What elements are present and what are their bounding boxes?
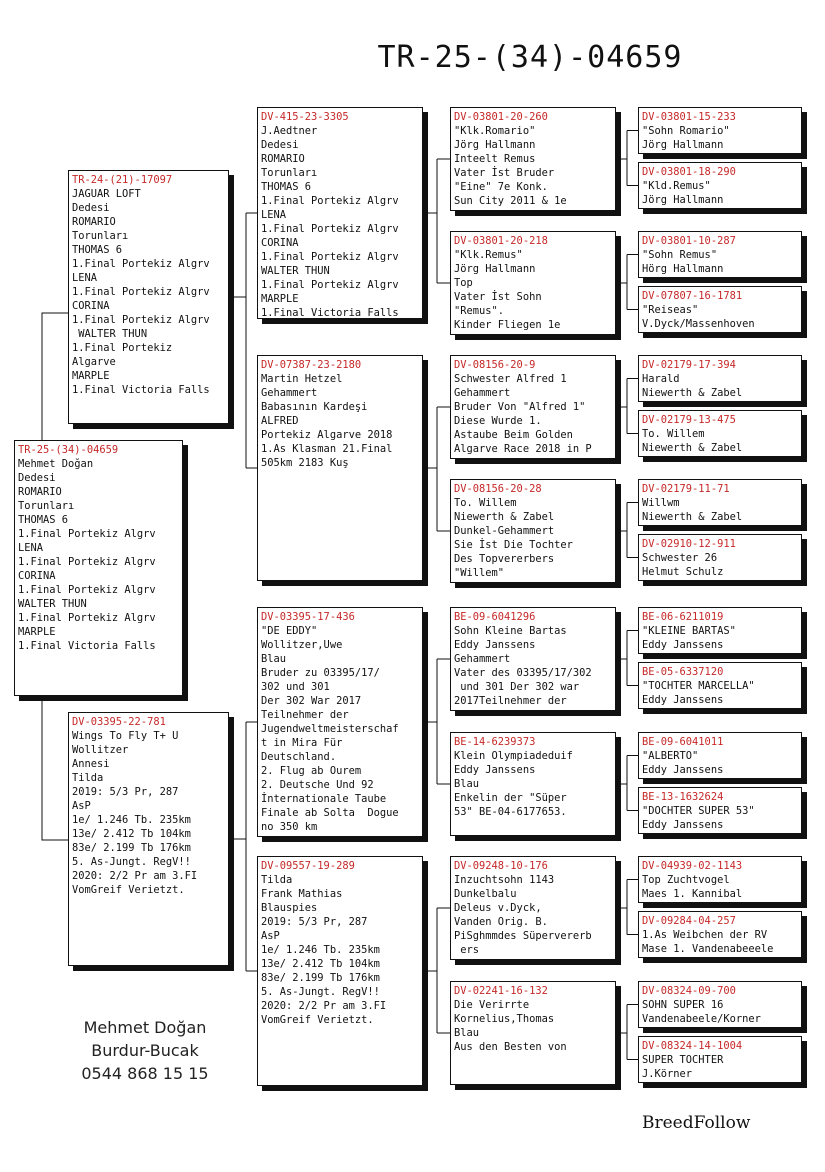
pedigree-card-line: 2. Deutsche Und 92	[261, 779, 374, 791]
pedigree-card-line: LENA	[261, 209, 287, 221]
pedigree-card-line: Gehammert	[261, 387, 318, 399]
pedigree-card-line: 1.Final Portekiz Algrv	[72, 258, 210, 270]
pedigree-card-line: MARPLE	[261, 293, 299, 305]
breeder-city: Burdur-Bucak	[91, 1041, 199, 1060]
pedigree-card-line: Kornelius,Thomas	[454, 1013, 555, 1025]
brand-logo-text: BreedFollow	[642, 1113, 751, 1133]
pedigree-card-g4h	[638, 534, 802, 581]
ring-number: DV-08156-20-9	[454, 359, 536, 371]
pedigree-card-line: Vater İst Bruder	[454, 167, 555, 179]
pedigree-card-line: Algarve Race 2018 in P	[454, 443, 592, 455]
pedigree-card-line: Harald	[642, 373, 680, 385]
pedigree-card-g2b	[257, 355, 423, 581]
pedigree-card-line: Die Verirrte	[454, 999, 530, 1011]
ring-number: BE-09-6041011	[642, 736, 724, 748]
pedigree-card-line: "DOCHTER SUPER 53"	[642, 805, 755, 817]
pedigree-card-line: 1e/ 1.246 Tb. 235km	[261, 944, 380, 956]
pedigree-card-g4c	[638, 231, 802, 278]
pedigree-card-line: Dedesi	[18, 472, 56, 484]
pedigree-card-line: Eddy Janssens	[642, 764, 724, 776]
ring-number: DV-02179-17-394	[642, 359, 736, 371]
pedigree-card-line: JAGUAR LOFT	[72, 188, 141, 200]
pedigree-card-line: 1.Final Portekiz Algrv	[72, 314, 210, 326]
pedigree-card-line: Tilda	[261, 874, 293, 886]
ring-number: DV-02910-12-911	[642, 538, 736, 550]
pedigree-card-line: Maes 1. Kannibal	[642, 888, 743, 900]
pedigree-card-line: Wollitzer	[72, 744, 129, 756]
pedigree-card-g0	[14, 440, 183, 696]
pedigree-card-line: WALTER THUN	[72, 328, 148, 340]
ring-number: DV-09248-10-176	[454, 860, 548, 872]
pedigree-card-line: Gehammert	[454, 653, 511, 665]
ring-number: BE-09-6041296	[454, 611, 536, 623]
pedigree-card-line: "TOCHTER MARCELLA"	[642, 680, 755, 692]
pedigree-card-line: VomGreif Verietzt.	[72, 884, 185, 896]
pedigree-card-line: Eddy Janssens	[454, 764, 536, 776]
ring-number: BE-13-1632624	[642, 791, 724, 803]
ring-number: DV-03801-10-287	[642, 235, 736, 247]
pedigree-card-line: THOMAS 6	[72, 244, 123, 256]
pedigree-card-g4k	[638, 732, 802, 779]
breeder-phone: 0544 868 15 15	[81, 1064, 209, 1083]
pedigree-card-line: Annesi	[72, 758, 110, 770]
pedigree-card-line: Niewerth & Zabel	[642, 442, 743, 454]
ring-number: DV-07387-23-2180	[261, 359, 362, 371]
pedigree-card-line: V.Dyck/Massenhoven	[642, 318, 755, 330]
pedigree-card-line: Jörg Hallmann	[642, 139, 724, 151]
pedigree-card-line: Dedesi	[72, 202, 110, 214]
pedigree-card-g3h	[450, 981, 616, 1085]
pedigree-card-line: ers	[454, 944, 480, 956]
pedigree-card-line: Blau	[454, 1027, 480, 1039]
pedigree-card-line: Sohn Kleine Bartas	[454, 625, 567, 637]
pedigree-card-line: Niewerth & Zabel	[642, 511, 743, 523]
pedigree-card-line: 1.Final Portekiz Algrv	[18, 612, 156, 624]
pedigree-card-line: Torunları	[261, 167, 318, 179]
pedigree-card-line: und 301 Der 302 war	[454, 681, 580, 693]
pedigree-card-g4m	[638, 856, 802, 903]
pedigree-card-line: Torunları	[18, 500, 75, 512]
ring-number: DV-08156-20-28	[454, 483, 542, 495]
pedigree-card-line: İnternationale Taube	[261, 793, 387, 805]
pedigree-card-line: 83e/ 2.199 Tb 176km	[72, 842, 191, 854]
pedigree-card-line: J.Aedtner	[261, 125, 318, 137]
pedigree-card-line: PiSghmmdes Süpervererb	[454, 930, 592, 942]
ring-number: TR-25-(34)-04659	[18, 444, 119, 456]
pedigree-card-line: Mase 1. Vandenabeeele	[642, 943, 774, 955]
pedigree-card-line: Enkelin der "Süper	[454, 792, 567, 804]
pedigree-card-g3e	[450, 607, 616, 711]
pedigree-card-line: Vater İst Sohn	[454, 291, 542, 303]
ring-number: DV-08324-14-1004	[642, 1040, 743, 1052]
pedigree-card-g3b	[450, 231, 616, 335]
pedigree-card-line: 2019: 5/3 Pr, 287	[261, 916, 368, 928]
pedigree-card-line: LENA	[18, 542, 44, 554]
pedigree-card-line: Wings To Fly T+ U	[72, 730, 179, 742]
pedigree-card-line: 1.Final Portekiz	[72, 342, 173, 354]
pedigree-card-g3c	[450, 355, 616, 459]
pedigree-card-line: Astaube Beim Golden	[454, 429, 573, 441]
pedigree-card-line: Jörg Hallmann	[642, 194, 724, 206]
ring-number: DV-03395-22-781	[72, 716, 166, 728]
pedigree-card-line: 1.As Weibchen der RV	[642, 929, 768, 941]
pedigree-card-line: 2020: 2/2 Pr am 3.FI	[72, 870, 198, 882]
pedigree-card-line: Teilnehmer der	[261, 709, 349, 721]
pedigree-card-line: 1.As Klasman 21.Final	[261, 443, 393, 455]
pedigree-card-line: 1.Final Victoria Falls	[72, 384, 210, 396]
pedigree-card-line: MARPLE	[72, 370, 110, 382]
pedigree-card-g3f	[450, 732, 616, 836]
pedigree-card-line: 1.Final Portekiz Algrv	[261, 223, 399, 235]
ring-number: BE-06-6211019	[642, 611, 724, 623]
pedigree-card-line: Gehammert	[454, 387, 511, 399]
pedigree-card-line: To. Willem	[454, 497, 517, 509]
ring-number: DV-415-23-3305	[261, 111, 349, 123]
ring-number: DV-03395-17-436	[261, 611, 355, 623]
pedigree-card-line: Martin Hetzel	[261, 373, 343, 385]
pedigree-card-line: Helmut Schulz	[642, 566, 724, 578]
pedigree-card-line: Torunları	[72, 230, 129, 242]
pedigree-card-g4a	[638, 107, 802, 154]
pedigree-card-line: ALFRED	[261, 415, 299, 427]
pedigree-card-line: "Eine" 7e Konk.	[454, 181, 548, 193]
pedigree-card-line: Niewerth & Zabel	[642, 387, 743, 399]
pedigree-card-g4n	[638, 911, 802, 958]
pedigree-card-line: ROMARIO	[18, 486, 62, 498]
ring-number: DV-02241-16-132	[454, 985, 548, 997]
pedigree-card-line: 1.Final Victoria Falls	[18, 640, 156, 652]
pedigree-card-line: Eddy Janssens	[454, 639, 536, 651]
pedigree-card-line: AsP	[261, 930, 280, 942]
pedigree-card-line: "ALBERTO"	[642, 750, 699, 762]
pedigree-card-line: 2019: 5/3 Pr, 287	[72, 786, 179, 798]
ring-number: DV-07807-16-1781	[642, 290, 743, 302]
pedigree-card-line: 1.Final Portekiz Algrv	[261, 251, 399, 263]
pedigree-card-line: Inteelt Remus	[454, 153, 536, 165]
ring-number: DV-09284-04-257	[642, 915, 736, 927]
pedigree-card-line: Wollitzer,Uwe	[261, 639, 343, 651]
pedigree-card-line: "KLEINE BARTAS"	[642, 625, 736, 637]
pedigree-card-line: 53" BE-04-6177653.	[454, 806, 567, 818]
ring-number: DV-03801-18-290	[642, 166, 736, 178]
pedigree-card-line: Jörg Hallmann	[454, 263, 536, 275]
pedigree-card-line: Dunkel-Gehammert	[454, 525, 555, 537]
pedigree-card-line: ROMARIO	[261, 153, 305, 165]
pedigree-card-line: Niewerth & Zabel	[454, 511, 555, 523]
pedigree-card-line: Schwester 26	[642, 552, 718, 564]
ring-number: BE-05-6337120	[642, 666, 724, 678]
breeder-name: Mehmet Doğan	[83, 1018, 207, 1037]
pedigree-card-line: 1.Final Portekiz Algrv	[261, 195, 399, 207]
pedigree-card-line: Deleus v.Dyck,	[454, 902, 542, 914]
pedigree-card-g2c	[257, 607, 423, 837]
pedigree-card-line: Hörg Hallmann	[642, 263, 724, 275]
pedigree-card-g4g	[638, 479, 802, 526]
pedigree-card-line: Eddy Janssens	[642, 639, 724, 651]
pedigree-card-g4p	[638, 1036, 802, 1083]
pedigree-card-line: "Kld.Remus"	[642, 180, 711, 192]
pedigree-card-line: 2020: 2/2 Pr am 3.FI	[261, 1000, 387, 1012]
pedigree-card-line: Blau	[261, 653, 287, 665]
pedigree-card-line: 2017Teilnehmer der	[454, 695, 567, 707]
pedigree-card-line: 5. As-Jungt. RegV!!	[261, 986, 380, 998]
pedigree-card-line: "Remus".	[454, 305, 505, 317]
pedigree-card-line: "Klk.Remus"	[454, 249, 523, 261]
pedigree-card-g4j	[638, 662, 802, 709]
pedigree-card-line: Top Zuchtvogel	[642, 874, 730, 886]
pedigree-card-line: "Sohn Remus"	[642, 249, 718, 261]
pedigree-card-line: LENA	[72, 272, 98, 284]
pedigree-card-line: CORINA	[261, 237, 299, 249]
pedigree-card-g3g	[450, 856, 616, 960]
pedigree-card-line: Babasının Kardeşi	[261, 401, 368, 413]
pedigree-card-line: MARPLE	[18, 626, 56, 638]
pedigree-card-line: no 350 km	[261, 821, 318, 833]
ring-number: TR-24-(21)-17097	[72, 174, 173, 186]
pedigree-card-line: THOMAS 6	[261, 181, 312, 193]
pedigree-card-line: Der 302 War 2017	[261, 695, 362, 707]
pedigree-card-line: "Klk.Romario"	[454, 125, 536, 137]
pedigree-card-line: Sie İst Die Tochter	[454, 539, 573, 551]
pedigree-card-g4e	[638, 355, 802, 402]
pedigree-card-line: Finale ab Solta Dogue	[261, 807, 399, 819]
pedigree-card-line: 1.Final Portekiz Algrv	[72, 286, 210, 298]
pedigree-card-line: Dunkelbalu	[454, 888, 517, 900]
pedigree-card-line: Vandenabeele/Korner	[642, 1013, 761, 1025]
pedigree-card-g2d	[257, 856, 423, 1086]
pedigree-card-line: 505km 2183 Kuş	[261, 457, 349, 469]
ring-number: DV-09557-19-289	[261, 860, 355, 872]
pedigree-card-line: Eddy Janssens	[642, 819, 724, 831]
pedigree-card-line: Kinder Fliegen 1e	[454, 319, 561, 331]
pedigree-card-line: THOMAS 6	[18, 514, 69, 526]
pedigree-card-line: WALTER THUN	[261, 265, 330, 277]
pedigree-card-line: Eddy Janssens	[642, 694, 724, 706]
pedigree-card-g2a	[257, 107, 423, 319]
pedigree-card-line: Des Topvererbers	[454, 553, 555, 565]
pedigree-card-line: Sun City 2011 & 1e	[454, 195, 567, 207]
pedigree-card-line: Bruder Von "Alfred 1"	[454, 401, 586, 413]
pedigree-card-line: 1.Final Victoria Falls	[261, 307, 399, 319]
ring-number: DV-03801-20-260	[454, 111, 548, 123]
ring-number: DV-03801-15-233	[642, 111, 736, 123]
pedigree-card-g4f	[638, 410, 802, 457]
pedigree-card-line: VomGreif Verietzt.	[261, 1014, 374, 1026]
ring-number: DV-02179-13-475	[642, 414, 736, 426]
pedigree-card-g4b	[638, 162, 802, 209]
ring-number: DV-03801-20-218	[454, 235, 548, 247]
pedigree-card-line: Bruder zu 03395/17/	[261, 667, 380, 679]
pedigree-card-line: CORINA	[72, 300, 110, 312]
pedigree-card-line: "Sohn Romario"	[642, 125, 730, 137]
pedigree-card-line: WALTER THUN	[18, 598, 87, 610]
pedigree-title: TR-25-(34)-04659	[377, 40, 683, 75]
pedigree-card-line: To. Willem	[642, 428, 705, 440]
pedigree-card-line: Schwester Alfred 1	[454, 373, 567, 385]
pedigree-card-g3a	[450, 107, 616, 211]
pedigree-card-line: 5. As-Jungt. RegV!!	[72, 856, 191, 868]
pedigree-card-line: ROMARIO	[72, 216, 116, 228]
pedigree-card-line: Deutschland.	[261, 751, 337, 763]
pedigree-card-line: Frank Mathias	[261, 888, 343, 900]
pedigree-card-line: Klein Olympiadeduif	[454, 750, 573, 762]
pedigree-card-line: Blau	[454, 778, 480, 790]
ring-number: DV-02179-11-71	[642, 483, 730, 495]
pedigree-card-g4l	[638, 787, 802, 834]
pedigree-card-line: CORINA	[18, 570, 56, 582]
connector-g0-g1b	[42, 696, 68, 840]
ring-number: BE-14-6239373	[454, 736, 536, 748]
pedigree-card-line: SOHN SUPER 16	[642, 999, 724, 1011]
pedigree-card-line: Dedesi	[261, 139, 299, 151]
pedigree-card-line: SUPER TOCHTER	[642, 1054, 724, 1066]
pedigree-card-line: 83e/ 2.199 Tb 176km	[261, 972, 380, 984]
pedigree-card-line: "DE EDDY"	[261, 625, 318, 637]
pedigree-card-line: Aus den Besten von	[454, 1041, 567, 1053]
pedigree-card-line: Diese Wurde 1.	[454, 415, 542, 427]
pedigree-card-line: 13e/ 2.412 Tb 104km	[72, 828, 191, 840]
pedigree-card-line: AsP	[72, 800, 91, 812]
pedigree-card-line: Jörg Hallmann	[454, 139, 536, 151]
pedigree-card-line: Inzuchtsohn 1143	[454, 874, 555, 886]
pedigree-card-g3d	[450, 479, 616, 583]
pedigree-card-line: 1.Final Portekiz Algrv	[18, 528, 156, 540]
pedigree-card-line: 1.Final Portekiz Algrv	[261, 279, 399, 291]
pedigree-card-line: 1e/ 1.246 Tb. 235km	[72, 814, 191, 826]
ring-number: DV-08324-09-700	[642, 985, 736, 997]
pedigree-card-line: t in Mira Für	[261, 737, 343, 749]
pedigree-card-line: Vater des 03395/17/302	[454, 667, 592, 679]
pedigree-card-line: 2. Flug ab Ourem	[261, 765, 362, 777]
pedigree-card-line: Vanden Orig. B.	[454, 916, 548, 928]
pedigree-card-line: Jugendweltmeisterschaf	[261, 723, 399, 735]
pedigree-card-line: Tilda	[72, 772, 104, 784]
pedigree-card-line: J.Körner	[642, 1068, 693, 1080]
pedigree-card-line: 302 und 301	[261, 681, 330, 693]
pedigree-card-line: "Reiseas"	[642, 304, 699, 316]
pedigree-card-g4i	[638, 607, 802, 654]
pedigree-card-g1a	[68, 170, 229, 424]
pedigree-card-line: 1.Final Portekiz Algrv	[18, 556, 156, 568]
pedigree-card-line: Willwm	[642, 497, 680, 509]
breeder-contact	[60, 1016, 230, 1085]
pedigree-card-line: Blauspies	[261, 902, 318, 914]
pedigree-card-g1b	[68, 712, 229, 966]
pedigree-card-line: Portekiz Algarve 2018	[261, 429, 393, 441]
pedigree-card-g4o	[638, 981, 802, 1028]
pedigree-card-line: Mehmet Doğan	[18, 458, 94, 470]
pedigree-card-line: Algarve	[72, 356, 116, 368]
pedigree-card-line: 1.Final Portekiz Algrv	[18, 584, 156, 596]
pedigree-card-line: "Willem"	[454, 567, 505, 579]
pedigree-card-line: 13e/ 2.412 Tb 104km	[261, 958, 380, 970]
pedigree-card-g4d	[638, 286, 802, 333]
connector-g0-g1a	[42, 313, 68, 440]
pedigree-card-line: Top	[454, 277, 473, 289]
ring-number: DV-04939-02-1143	[642, 860, 743, 872]
